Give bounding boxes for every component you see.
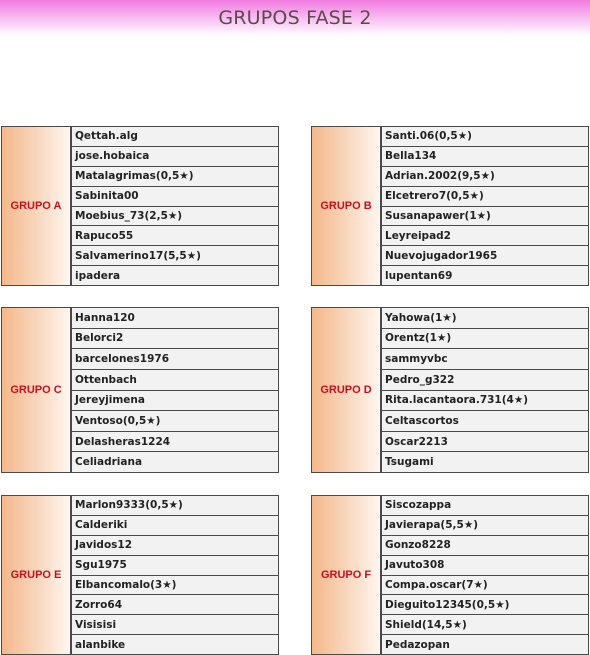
player-name: Celiadriana: [72, 452, 278, 472]
group-label: GRUPO A: [1, 126, 70, 286]
player-name: Marlon9333(0,5★): [72, 496, 278, 516]
group-a: [1, 126, 279, 286]
player-name: Javierapa(5,5★): [382, 516, 588, 536]
group-label: GRUPO D: [311, 307, 380, 473]
player-name: Javidos12: [72, 536, 278, 556]
player-name: alanbike: [72, 635, 278, 654]
player-name: Matalagrimas(0,5★): [72, 167, 278, 187]
player-name: Oscar2213: [382, 432, 588, 453]
player-name: Elbancomalo(3★): [72, 576, 278, 596]
player-name: Calderiki: [72, 516, 278, 536]
player-name: Ventoso(0,5★): [72, 411, 278, 432]
player-name: Siscozappa: [382, 496, 588, 516]
page-title: GRUPOS FASE 2: [218, 7, 372, 29]
player-name: Yahowa(1★): [382, 308, 588, 329]
player-name: Adrian.2002(9,5★): [382, 167, 588, 187]
group-e: [1, 495, 279, 655]
player-name: sammyvbc: [382, 349, 588, 370]
title-bar: [0, 0, 590, 36]
player-name: Gonzo8228: [382, 536, 588, 556]
player-list: [380, 307, 589, 473]
player-name: Moebius_73(2,5★): [72, 207, 278, 227]
player-name: Rapuco55: [72, 226, 278, 246]
player-name: ipadera: [72, 266, 278, 285]
player-name: Sabinita00: [72, 187, 278, 207]
player-name: Delasheras1224: [72, 432, 278, 453]
player-name: Susanapawer(1★): [382, 207, 588, 227]
player-name: Belorci2: [72, 329, 278, 350]
group-c: [1, 307, 279, 473]
player-name: Shield(14,5★): [382, 615, 588, 635]
player-name: Dieguito12345(0,5★): [382, 595, 588, 615]
group-label: GRUPO C: [1, 307, 70, 473]
player-name: barcelones1976: [72, 349, 278, 370]
player-name: Javuto308: [382, 556, 588, 576]
player-list: [380, 495, 589, 655]
player-name: Hanna120: [72, 308, 278, 329]
group-label: GRUPO F: [311, 495, 380, 655]
player-list: [70, 126, 279, 286]
player-name: Pedro_g322: [382, 370, 588, 391]
player-name: Orentz(1★): [382, 329, 588, 350]
player-name: Leyreipad2: [382, 226, 588, 246]
player-name: Rita.lacantaora.731(4★): [382, 391, 588, 412]
player-name: Elcetrero7(0,5★): [382, 187, 588, 207]
player-name: Salvamerino17(5,5★): [72, 246, 278, 266]
player-name: jose.hobaica: [72, 147, 278, 167]
player-name: lupentan69: [382, 266, 588, 285]
group-d: [311, 307, 589, 473]
player-name: Bella134: [382, 147, 588, 167]
group-label: GRUPO B: [311, 126, 380, 286]
player-name: Qettah.alg: [72, 127, 278, 147]
player-name: Celtascortos: [382, 411, 588, 432]
player-name: Compa.oscar(7★): [382, 576, 588, 596]
player-name: Zorro64: [72, 595, 278, 615]
player-name: Nuevojugador1965: [382, 246, 588, 266]
player-list: [70, 495, 279, 655]
player-name: Visisisi: [72, 615, 278, 635]
player-name: Pedazopan: [382, 635, 588, 654]
player-list: [380, 126, 589, 286]
group-f: [311, 495, 589, 655]
player-name: Ottenbach: [72, 370, 278, 391]
group-label: GRUPO E: [1, 495, 70, 655]
player-name: Jereyjimena: [72, 391, 278, 412]
player-name: Tsugami: [382, 452, 588, 472]
group-b: [311, 126, 589, 286]
player-name: Sgu1975: [72, 556, 278, 576]
player-list: [70, 307, 279, 473]
player-name: Santi.06(0,5★): [382, 127, 588, 147]
